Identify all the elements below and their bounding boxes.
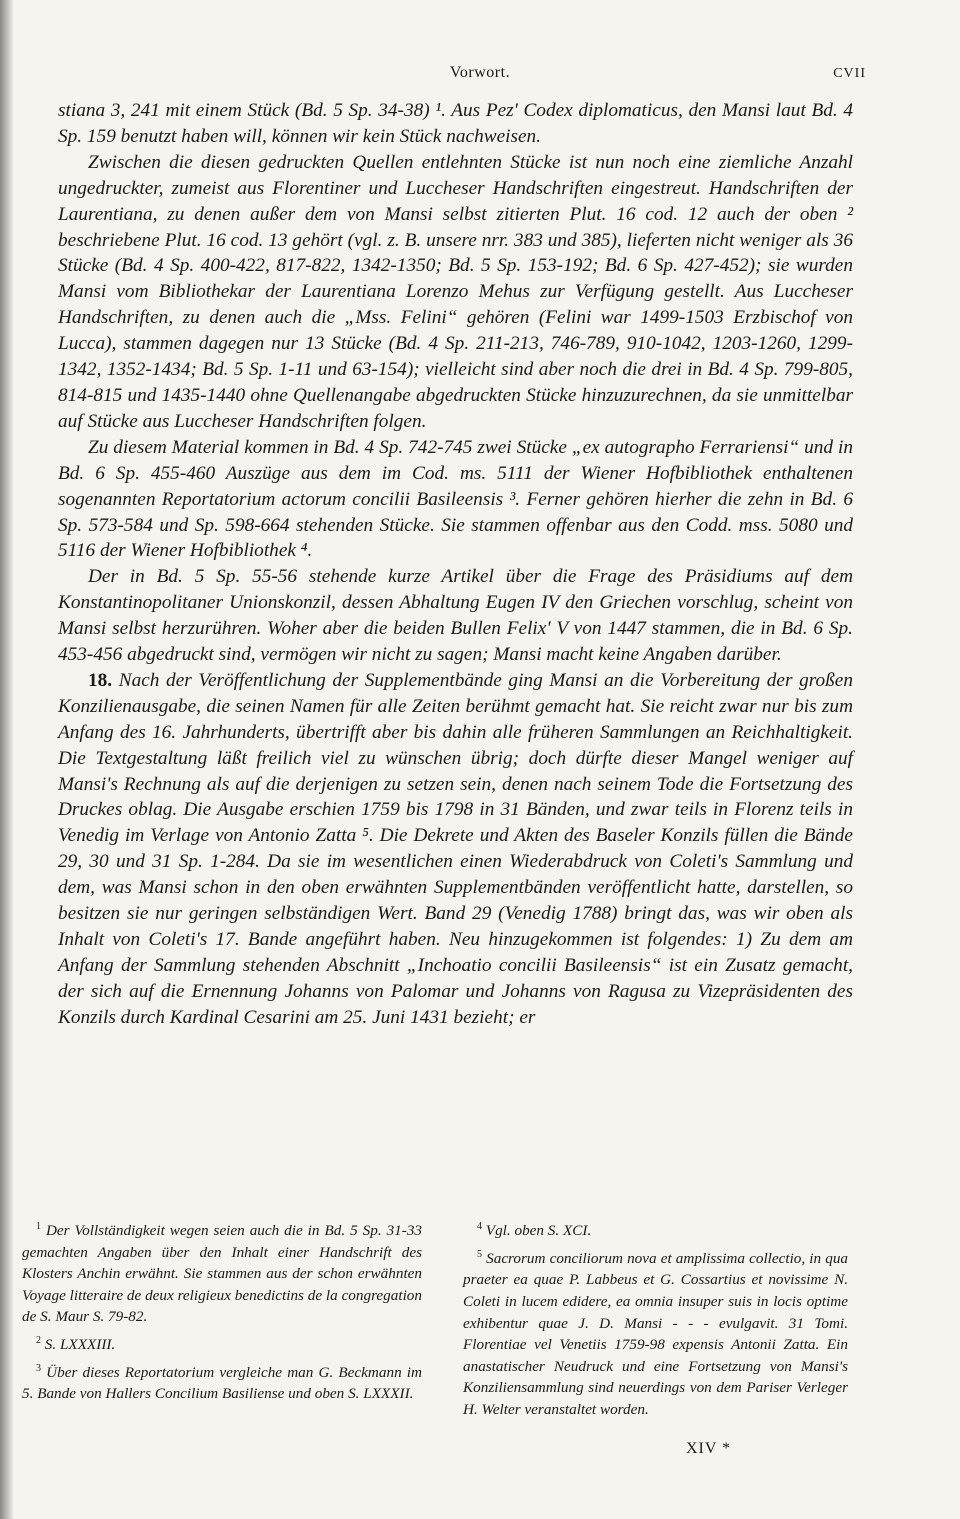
footnote-text: Der Vollständigkeit wegen seien auch die in Bd. 5 Sp. 31-33 gemachten Angaben über den Inhalt einer Handschrift des Klosters Anchin erwähnt. Sie stammen aus der schon erwähnten Voyage litteraire de deux religieux benedictins de la congregation de S. Maur S. 79-82. [22,1222,423,1326]
section-text: Nach der Veröffentlichung der Supplementbände ging Mansi an die Vorbereitung der großen Konzilienausgabe, die seinen Namen für alle Zeiten berühmt gemacht hat. Sie reicht zwar nur bis zum Anfang des 16. Jahrhunderts, übertrifft aber bis dahin alle früheren Sammlungen an Reichhaltigkeit. Die Textgestaltung läßt freilich viel zu wünschen übrig; doch dürfte dieser Mangel weniger auf Mansi's Rechnung als auf die derjenigen zu setzen sein, denen nach seinem Tode die Fortsetzung des Druckes oblag. Die Ausgabe erschien 1759 bis 1798 in 31 Bänden, und zwar teils in Florenz teils in Venedig im Verlage von Antonio Zatta ⁵. Die Dekrete und Akten des Baseler Konzils füllen die Bände 29, 30 und 31 Sp. 1-284. Da sie im wesentlichen einen Wiederabdruck von Coleti's Sammlung und dem, was Mansi schon in den oben erwähnten Supplementbänden veröffentlicht hatte, darstellen, so besitzen sie nur geringen selbständigen Wert. Band 29 (Venedig 1788) bringt das, was wir oben als Inhalt von Coleti's 17. Bande angeführt haben. Neu hinzugekommen ist folgendes: 1) Zu dem am Anfang der Sammlung stehenden Abschnitt „Inchoatio concilii Basileensis“ ist ein Zusatz gemacht, der sich auf die Ernennung Johanns von Palomar und Johanns von Ragusa zu Vizepräsidenten des Konzils durch Kardinal Cesarini am 25. Juni 1431 bezieht; er [58,669,853,1028]
running-head [0,64,960,88]
footnote [463,1216,848,1242]
footnote [22,1216,422,1328]
footnote-mark: 4 [477,1221,482,1232]
paragraph-praesidium: Der in Bd. 5 Sp. 55-56 stehende kurze Artikel über die Frage des Präsidiums auf dem Konstantinopolitaner Unionskonzil, dessen Abhaltung Eugen IV den Griechen vorschlug, scheint von Mansi selbst herzurühren. Woher aber die beiden Bullen Felix' V von 1447 stammen, die in Bd. 6 Sp. 453-456 abgedruckt sind, vermögen wir nicht zu sagen; Mansi macht keine Angaben darüber. [58,566,853,666]
paragraph-section-18 [58,668,853,1031]
footnote-text: S. LXXXIII. [44,1336,116,1354]
footnote-text: Sacrorum conciliorum nova et amplissima collectio, in qua praeter ea quae P. Labbeus et G. Cossartius et novissime N. Coleti in lucem edidere, ea omnia insuper suis in locis optime exhibentur quae J. D. Mansi - - - evulgavit. 31 Tomi. Florentiae vel Venetiis 1759-98 expensis Antonii Zatta. Ein anastatischer Neudruck und eine Fortsetzung von Mansi's Konziliensammlung sind neuerdings von dem Pariser Verleger H. Welter veranstaltet worden. [463,1249,849,1418]
running-title: Vorwort. [449,64,511,81]
signature-mark: XIV * [686,1440,732,1457]
footnote-text: Über dieses Reportatorium vergleiche man G. Beckmann im 5. Bande von Hallers Concilium Basiliense und oben S. LXXXII. [22,1363,422,1403]
footnote [22,1358,422,1405]
section-number: 18. [88,669,113,691]
footnote [22,1330,422,1356]
main-text [58,98,853,1031]
paragraph-continuation: stiana 3, 241 mit einem Stück (Bd. 5 Sp. 34-38) ¹. Aus Pez' Codex diplomaticus, den Mansi laut Bd. 4 Sp. 159 benutzt haben will, können wir kein Stück nachweisen. [58,100,853,147]
footnote-text: Vgl. oben S. XCI. [485,1222,592,1240]
page-edge-shadow [0,0,14,1519]
footnote-mark: 5 [477,1248,482,1260]
footnote-mark: 2 [36,1335,41,1347]
paragraph-material: Zu diesem Material kommen in Bd. 4 Sp. 742-745 zwei Stücke „ex autographo Ferrariensi“ und in Bd. 6 Sp. 455-460 Auszüge aus dem im Cod. ms. 5111 der Wiener Hofbibliothek enthaltenen sogenannten Reportatorium actorum concilii Basileensis ³. Ferner gehören hierher die zehn in Bd. 6 Sp. 573-584 und Sp. 598-664 stehenden Stücke. Sie stammen offenbar aus den Codd. mss. 5080 und 5116 der Wiener Hofbibliothek ⁴. [58,436,853,562]
footnote-mark: 3 [36,1362,41,1374]
footnotes-right-column [463,1216,848,1422]
footnotes [22,1216,862,1456]
page-number: CVII [833,66,866,81]
footnote-mark: 1 [36,1221,41,1232]
footnote [463,1244,848,1421]
footnotes-left-column [22,1216,422,1407]
paragraph-sources: Zwischen die diesen gedruckten Quellen entlehnten Stücke ist nun noch eine ziemliche Anzahl ungedruckter, zumeist aus Florentiner und Luccheser Handschriften eingestreut. Handschriften der Laurentiana, zu denen außer dem von Mansi selbst zitierten Plut. 16 cod. 12 auch der oben ² beschriebene Plut. 16 cod. 13 gehört (vgl. z. B. unsere nrr. 383 und 385), lieferten nicht weniger als 36 Stücke (Bd. 4 Sp. 400-422, 817-822, 1342-1350; Bd. 5 Sp. 153-192; Bd. 6 Sp. 427-452); sie wurden Mansi vom Bibliothekar der Laurentiana Lorenzo Mehus zur Verfügung gestellt. Aus Luccheser Handschriften, zu denen auch die „Mss. Felini“ gehören (Felini war 1499-1503 Erzbischof von Lucca), stammen dagegen nur 13 Stücke (Bd. 4 Sp. 211-213, 746-789, 910-1042, 1203-1260, 1299-1342, 1352-1434; Bd. 5 Sp. 1-11 und 63-154); vielleicht sind aber noch die drei in Bd. 4 Sp. 799-805, 814-815 und 1435-1440 ohne Quellenangabe abgedruckten Stücke hinzuzurechnen, da sie unmittelbar auf Stücke aus Luccheser Handschriften folgen. [58,151,853,432]
